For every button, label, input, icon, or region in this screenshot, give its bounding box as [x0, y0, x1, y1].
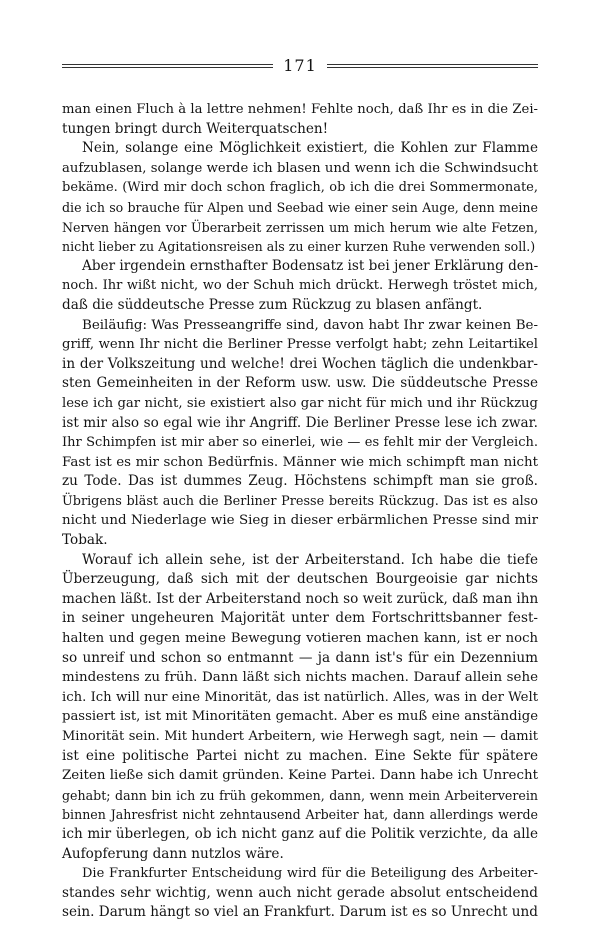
text-line: griff, wenn Ihr nicht die Berliner Presse verfolgt habt; zehn Leitartikel: [62, 337, 538, 353]
text-line: in der Volkszeitung und welche! drei Wochen täglich die undenkbar-: [62, 355, 538, 372]
text-line: Aber irgendein ernsthafter Bodensatz ist bei jener Erklärung den-: [82, 257, 539, 274]
text-line: daß die süddeutsche Presse zum Rückzug zu blasen anfängt.: [62, 296, 483, 313]
text-line: passiert ist, ist mit Minoritäten gemacht. Aber es muß eine anständige: [62, 709, 538, 725]
text-line: Tobak.: [62, 532, 108, 549]
page-header: [62, 56, 538, 76]
text-line: Aufopferung dann nutzlos wäre.: [62, 845, 284, 862]
body-text: [62, 100, 538, 923]
text-line: ist eine politische Partei nicht zu machen. Eine Sekte für spätere: [62, 747, 538, 764]
text-line: gehabt; dann bin ich zu früh gekommen, dann, wenn mein Arbeiterverein: [62, 787, 538, 803]
text-line: nicht und Niederlage wie Sieg in dieser erbärmlichen Presse sind mir: [62, 513, 538, 529]
text-line: aufzublasen, solange werde ich blasen und wenn ich die Schwindsucht: [62, 160, 538, 176]
text-line: ist mir also so egal wie ihr Angriff. Die Berliner Presse lese ich zwar.: [62, 414, 538, 431]
text-line: halten und gegen meine Bewegung votieren machen kann, ist er noch: [62, 631, 538, 647]
text-line: mindestens zu früh. Dann läßt sich nichts machen. Darauf allein sehe: [62, 670, 538, 686]
text-line: Minorität sein. Mit hundert Arbeitern, wie Herwegh sagt, nein — damit: [62, 729, 538, 744]
text-line: sten Gemeinheiten in der Reform usw. usw. Die süddeutsche Presse: [62, 375, 538, 392]
text-line: zu Tode. Das ist dummes Zeug. Höchstens schimpft man sie groß.: [62, 473, 538, 490]
text-line: in seiner ungeheuren Majorität unter dem Fortschrittsbanner fest-: [62, 610, 538, 627]
text-line: ich mir überlegen, ob ich nicht ganz auf die Politik verzichte, da alle: [62, 825, 538, 842]
text-line: sein. Darum hängt so viel an Frankfurt. Darum ist es so Unrecht und: [62, 904, 538, 921]
text-line: Überzeugung, daß sich mit der deutschen Bourgeoisie gar nichts: [62, 571, 538, 588]
text-line: Beiläufig: Was Presseangriffe sind, davon habt Ihr zwar keinen Be-: [82, 317, 538, 333]
header-rule-left: [62, 63, 273, 69]
text-line: Fast ist es mir schon Bedürfnis. Männer wie mich schimpft man nicht: [62, 454, 538, 470]
text-line: die ich so brauche für Alpen und Seebad wie einer sein Auge, denn meine: [62, 199, 538, 215]
text-line: noch. Ihr wißt nicht, wo der Schuh mich drückt. Herwegh tröstet mich,: [62, 278, 538, 294]
page-number: 171: [283, 56, 317, 75]
text-line: nicht lieber zu Agitationsreisen als zu einer kurzen Ruhe verwenden soll.): [62, 239, 536, 255]
text-line: Worauf ich allein sehe, ist der Arbeiterstand. Ich habe die tiefe: [82, 551, 538, 568]
text-line: binnen Jahresfrist nicht zehntausend Arbeiter hat, dann allerdings werde: [62, 807, 538, 823]
text-line: Nein, solange eine Möglichkeit existiert, die Kohlen zur Flamme: [82, 140, 538, 157]
text-line: tungen bringt durch Weiterquatschen!: [62, 120, 329, 137]
text-line: Nerven hängen vor Überarbeit zerrissen um mich herum wie alte Fetzen,: [62, 219, 538, 235]
text-line: ich. Ich will nur eine Minorität, das ist natürlich. Alles, was in der Welt: [62, 689, 538, 705]
text-line: Ihr Schimpfen ist mir aber so einerlei, wie — es fehlt mir der Vergleich.: [62, 435, 538, 451]
text-line: bekäme. (Wird mir doch schon fraglich, ob ich die drei Sommermonate,: [62, 180, 538, 196]
text-line: so unreif und schon so entmannt — ja dann ist's für ein Dezennium: [62, 649, 538, 666]
text-line: machen läßt. Ist der Arbeiterstand noch so weit zurück, daß man ihn: [62, 590, 539, 607]
text-line: lese ich gar nicht, sie existiert also gar nicht für mich und ihr Rückzug: [62, 395, 538, 411]
text-line: man einen Fluch à la lettre nehmen! Fehlte noch, daß Ihr es in die Zei-: [62, 102, 538, 117]
text-line: Zeiten ließe sich damit gründen. Keine Partei. Dann habe ich Unrecht: [62, 768, 538, 784]
header-rule-right: [327, 63, 538, 69]
text-line: Übrigens bläst auch die Berliner Presse bereits Rückzug. Das ist es also: [62, 493, 538, 509]
text-line: Die Frankfurter Entscheidung wird für die Beteiligung des Arbeiter-: [82, 866, 538, 882]
text-line: standes sehr wichtig, wenn auch nicht gerade absolut entscheidend: [62, 884, 538, 901]
